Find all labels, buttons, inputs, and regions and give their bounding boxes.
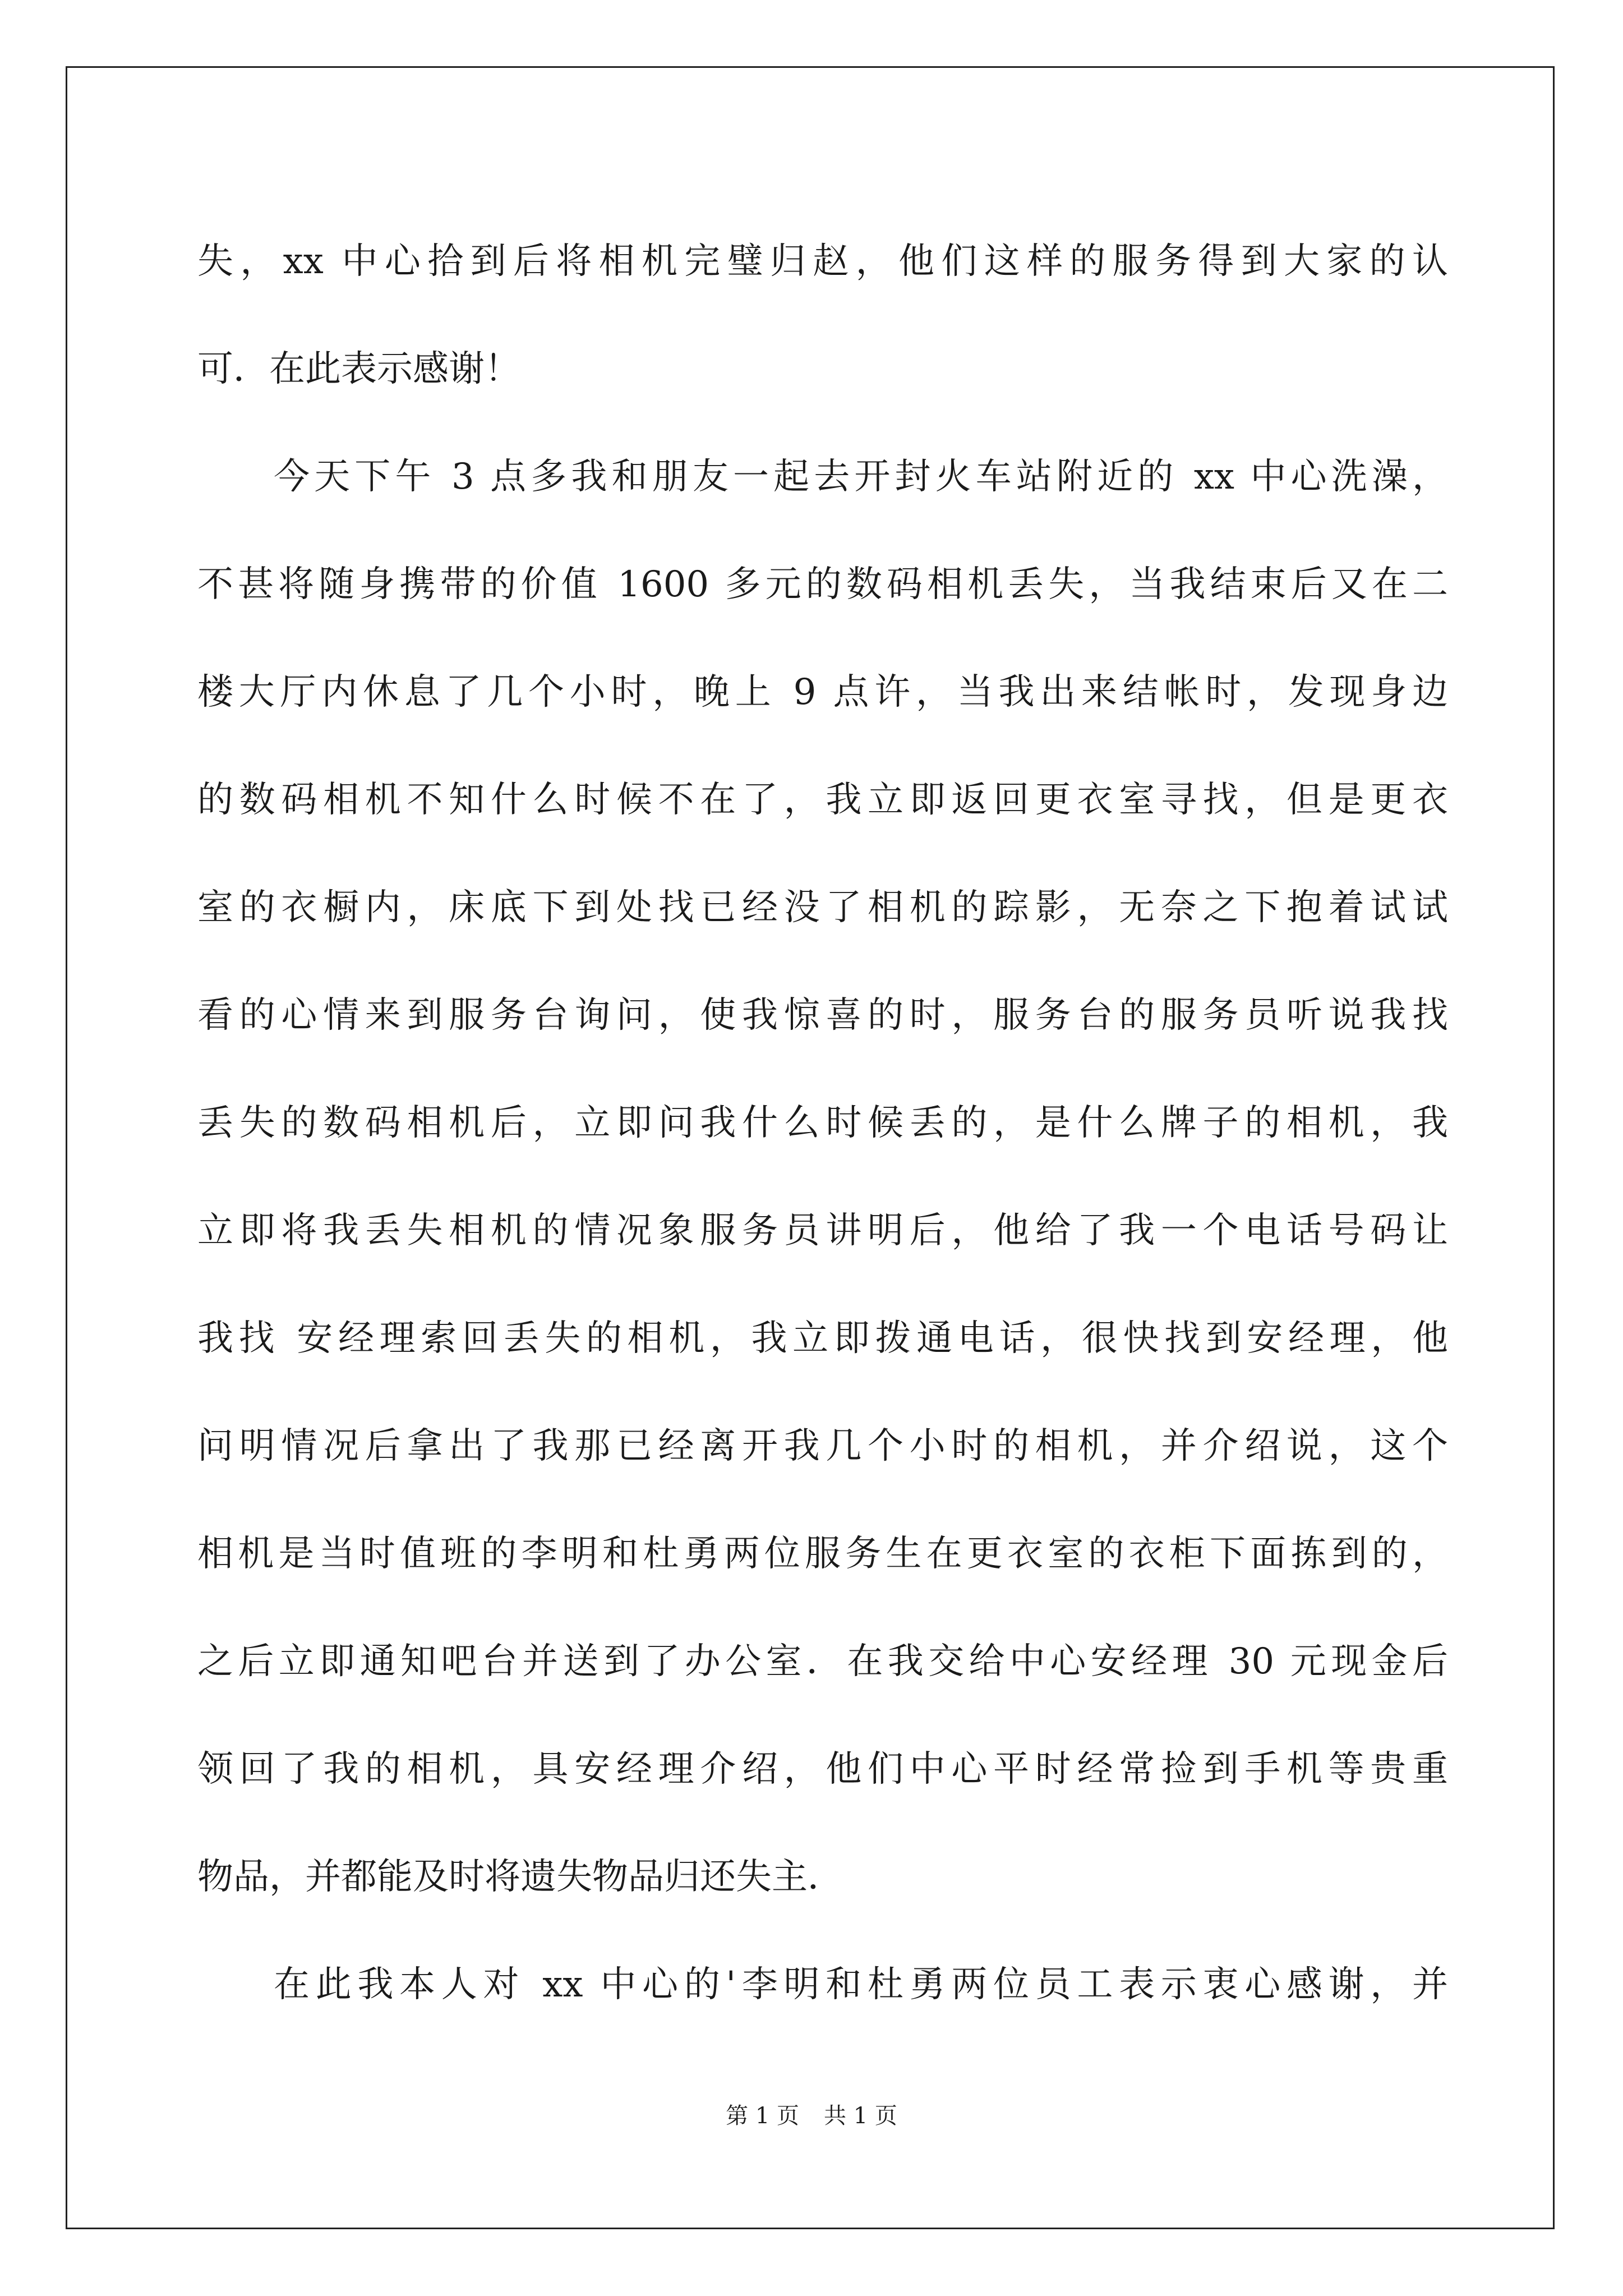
text-line: 我找 安经理索回丢失的相机，我立即拨通电话，很快找到安经理，他 (197, 1318, 1448, 1359)
document-body (197, 208, 1448, 2039)
text-line: 相机是当时值班的李明和杜勇两位服务生在更衣室的衣柜下面拣到的， (197, 1533, 1448, 1575)
text-line: 失，xx 中心拾到后将相机完璧归赵，他们这样的服务得到大家的认 (197, 241, 1448, 282)
page-total: 共 1 页 (824, 2103, 897, 2129)
text-line: 楼大厅内休息了几个小时，晚上 9 点许，当我出来结帐时，发现身边 (197, 671, 1448, 713)
page-footer (0, 2099, 1623, 2133)
text-line: 丢失的数码相机后，立即问我什么时候丢的，是什么牌子的相机，我 (197, 1102, 1448, 1144)
text-line: 今天下午 3 点多我和朋友一起去开封火车站附近的 xx 中心洗澡， (274, 456, 1448, 498)
text-line: 的数码相机不知什么时候不在了，我立即返回更衣室寻找，但是更衣 (197, 779, 1448, 821)
text-line: 可．在此表示感谢！ (197, 348, 520, 390)
text-line: 立即将我丢失相机的情况象服务员讲明后，他给了我一个电话号码让 (197, 1210, 1448, 1251)
text-line: 室的衣橱内，床底下到处找已经没了相机的踪影，无奈之下抱着试试 (197, 887, 1448, 928)
text-line: 问明情况后拿出了我那已经离开我几个小时的相机，并介绍说，这个 (197, 1425, 1448, 1467)
text-line: 不甚将随身携带的价值 1600 多元的数码相机丢失，当我结束后又在二 (197, 564, 1448, 605)
page-number: 第 1 页 (726, 2103, 799, 2129)
text-line: 在此我本人对 xx 中心的'李明和杜勇两位员工表示衷心感谢，并 (274, 1964, 1448, 2005)
text-line: 领回了我的相机，具安经理介绍，他们中心平时经常捡到手机等贵重 (197, 1749, 1448, 1790)
text-line: 之后立即通知吧台并送到了办公室．在我交给中心安经理 30 元现金后 (197, 1641, 1448, 1682)
text-line: 看的心情来到服务台询问，使我惊喜的时，服务台的服务员听说我找 (197, 995, 1448, 1036)
text-line: 物品，并都能及时将遗失物品归还失主． (197, 1856, 843, 1898)
